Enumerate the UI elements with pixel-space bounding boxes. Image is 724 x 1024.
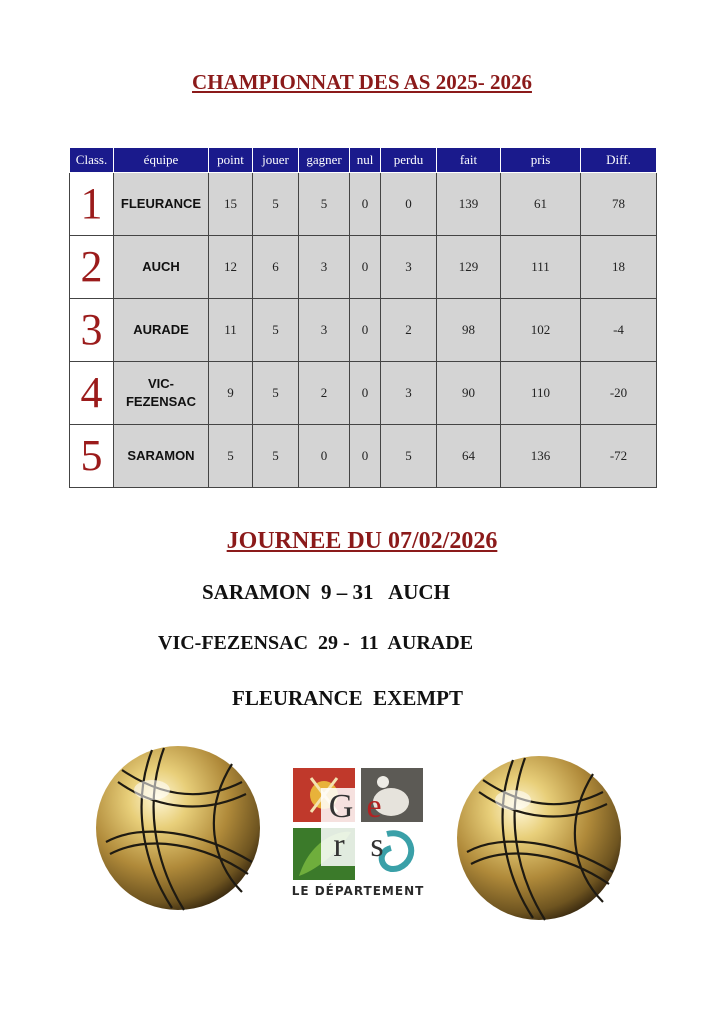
conceded-cell: 102 bbox=[501, 299, 581, 362]
table-header-row bbox=[70, 148, 657, 173]
diff-cell: -20 bbox=[581, 362, 657, 425]
scored-cell: 64 bbox=[437, 425, 501, 488]
point-cell: 12 bbox=[209, 236, 253, 299]
match-result: SARAMON 9 – 31 AUCH bbox=[202, 580, 450, 604]
lost-cell: 5 bbox=[381, 425, 437, 488]
diff-cell: -72 bbox=[581, 425, 657, 488]
diff-cell: -4 bbox=[581, 299, 657, 362]
match-bye: FLEURANCE EXEMPT bbox=[232, 686, 464, 710]
lost-cell: 3 bbox=[381, 236, 437, 299]
rank-cell: 4 bbox=[70, 362, 114, 425]
scored-cell: 90 bbox=[437, 362, 501, 425]
matchday-title: JOURNEE DU 07/02/2026 bbox=[226, 528, 498, 554]
diff-cell: 18 bbox=[581, 236, 657, 299]
match-result: VIC-FEZENSAC 29 - 11 AURADE bbox=[158, 632, 474, 654]
conceded-cell: 136 bbox=[501, 425, 581, 488]
petanque-ball-icon bbox=[92, 742, 264, 914]
point-cell: 11 bbox=[209, 299, 253, 362]
played-cell: 5 bbox=[253, 425, 299, 488]
rank-cell: 5 bbox=[70, 425, 114, 488]
played-cell: 5 bbox=[253, 362, 299, 425]
draw-cell: 0 bbox=[350, 299, 381, 362]
gers-department-logo bbox=[291, 768, 425, 904]
won-cell: 5 bbox=[299, 173, 350, 236]
header-diff: Diff. bbox=[581, 148, 657, 173]
scored-cell: 129 bbox=[437, 236, 501, 299]
point-cell: 15 bbox=[209, 173, 253, 236]
lost-cell: 0 bbox=[381, 173, 437, 236]
won-cell: 3 bbox=[299, 236, 350, 299]
rank-cell: 3 bbox=[70, 299, 114, 362]
conceded-cell: 61 bbox=[501, 173, 581, 236]
header-team: équipe bbox=[114, 148, 209, 173]
draw-cell: 0 bbox=[350, 425, 381, 488]
rank-cell: 1 bbox=[70, 173, 114, 236]
played-cell: 5 bbox=[253, 173, 299, 236]
played-cell: 6 bbox=[253, 236, 299, 299]
point-cell: 5 bbox=[209, 425, 253, 488]
lost-cell: 2 bbox=[381, 299, 437, 362]
header-draw: nul bbox=[350, 148, 381, 173]
conceded-cell: 110 bbox=[501, 362, 581, 425]
scored-cell: 98 bbox=[437, 299, 501, 362]
table-row bbox=[70, 425, 657, 488]
lost-cell: 3 bbox=[381, 362, 437, 425]
rank-cell: 2 bbox=[70, 236, 114, 299]
header-point: point bbox=[209, 148, 253, 173]
point-cell: 9 bbox=[209, 362, 253, 425]
diff-cell: 78 bbox=[581, 173, 657, 236]
header-won: gagner bbox=[299, 148, 350, 173]
logo-letter-s: s bbox=[370, 827, 384, 864]
won-cell: 2 bbox=[299, 362, 350, 425]
logo-letter-e: e bbox=[366, 788, 382, 825]
table-row bbox=[70, 362, 657, 425]
team-cell: SARAMON bbox=[114, 425, 209, 488]
header-conceded: pris bbox=[501, 148, 581, 173]
conceded-cell: 111 bbox=[501, 236, 581, 299]
scored-cell: 139 bbox=[437, 173, 501, 236]
standings-table bbox=[69, 147, 657, 488]
draw-cell: 0 bbox=[350, 362, 381, 425]
table-row bbox=[70, 173, 657, 236]
header-class: Class. bbox=[70, 148, 114, 173]
logo-letter-g: G bbox=[321, 788, 361, 826]
draw-cell: 0 bbox=[350, 236, 381, 299]
logo-letter-r: r bbox=[321, 826, 357, 866]
team-cell: AURADE bbox=[114, 299, 209, 362]
won-cell: 0 bbox=[299, 425, 350, 488]
won-cell: 3 bbox=[299, 299, 350, 362]
header-played: jouer bbox=[253, 148, 299, 173]
draw-cell: 0 bbox=[350, 173, 381, 236]
table-row bbox=[70, 299, 657, 362]
logo-caption: LE DÉPARTEMENT bbox=[291, 884, 425, 898]
page-title: CHAMPIONNAT DES AS 2025- 2026 bbox=[192, 70, 532, 94]
team-cell: FLEURANCE bbox=[114, 173, 209, 236]
petanque-ball-icon bbox=[453, 752, 625, 924]
played-cell: 5 bbox=[253, 299, 299, 362]
header-scored: fait bbox=[437, 148, 501, 173]
header-lost: perdu bbox=[381, 148, 437, 173]
team-cell: VIC-FEZENSAC bbox=[114, 362, 209, 425]
table-row bbox=[70, 236, 657, 299]
team-cell: AUCH bbox=[114, 236, 209, 299]
